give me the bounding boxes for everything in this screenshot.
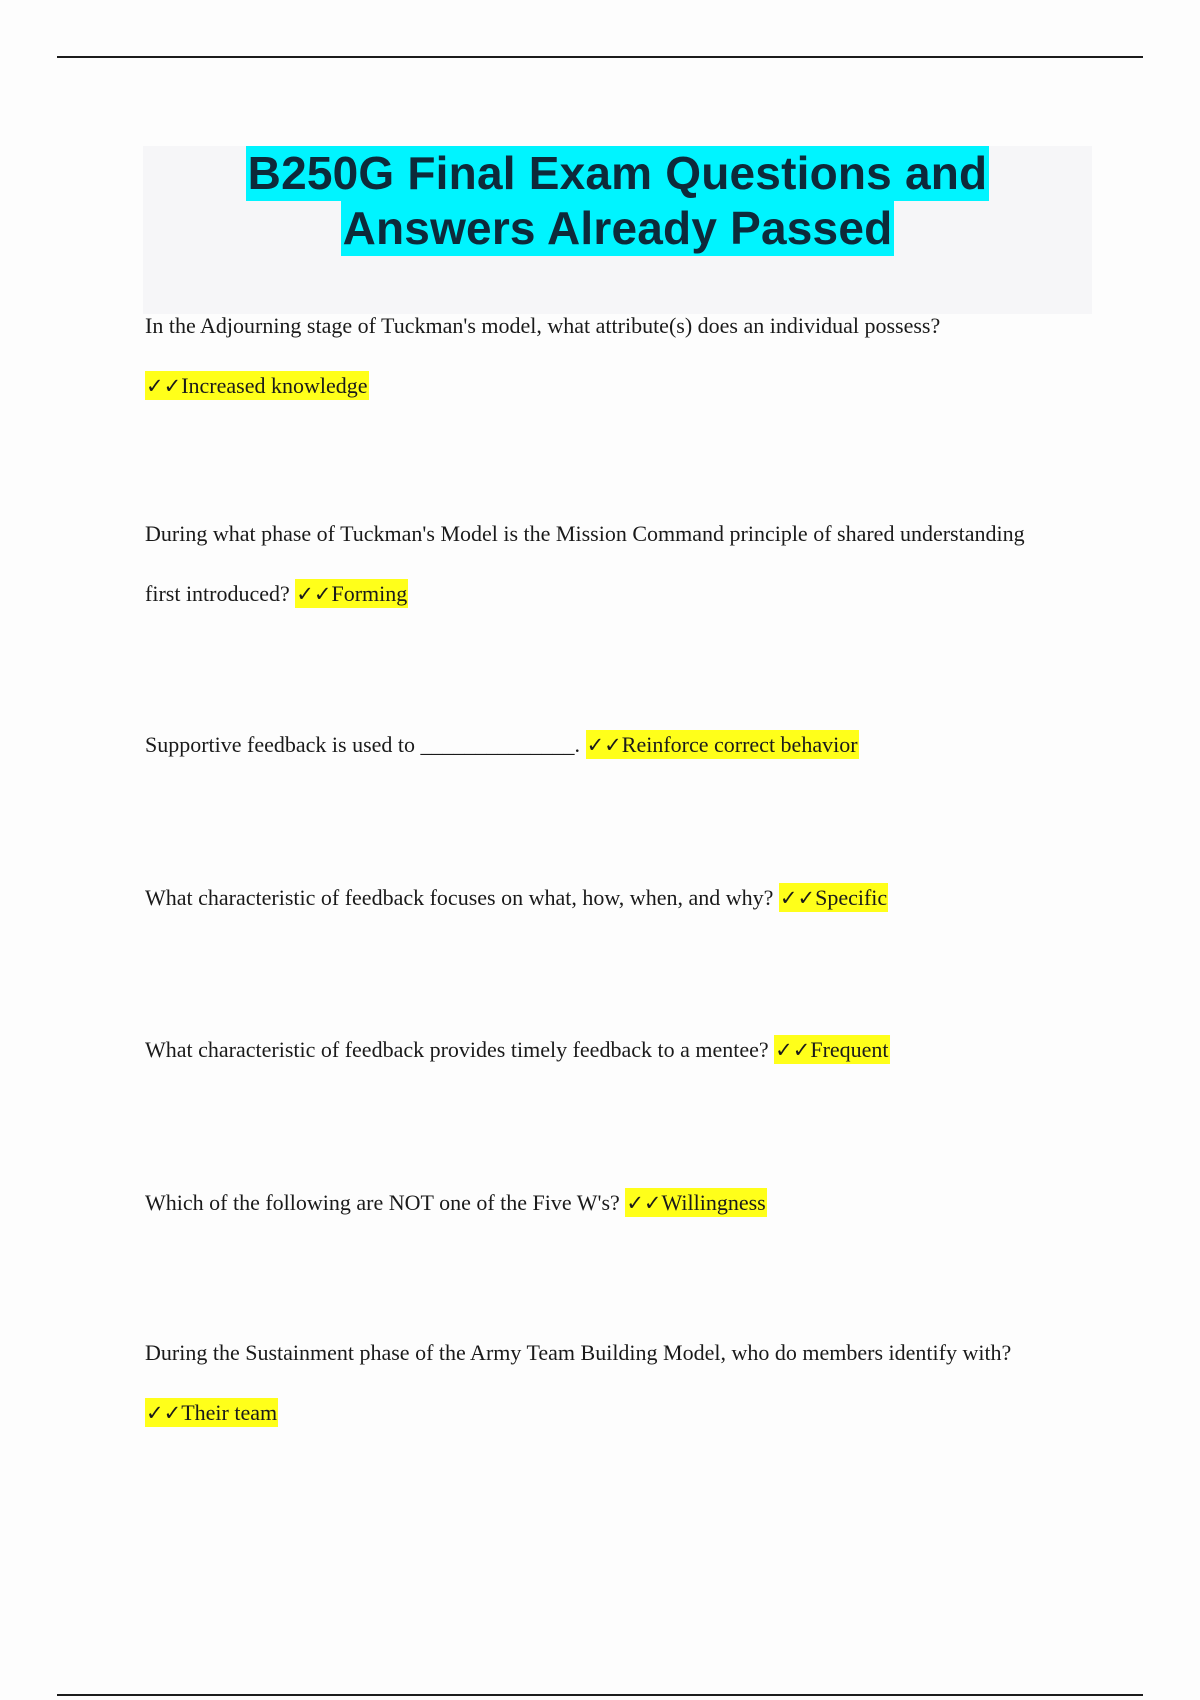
question-text: During the Sustainment phase of the Army Team Building Model, who do members identify with? <box>145 1340 1012 1365</box>
qa-item-4 <box>145 868 1065 928</box>
document-title-line-1: B250G Final Exam Questions and <box>247 147 988 199</box>
question-text: What characteristic of feedback focuses on what, how, when, and why? <box>145 885 774 910</box>
check-icon: ✓✓ <box>586 733 622 757</box>
check-icon: ✓✓ <box>296 582 332 606</box>
top-rule <box>57 56 1143 58</box>
answer-highlight <box>774 1035 889 1064</box>
question-text: Which of the following are NOT one of the Five W's? <box>145 1190 620 1215</box>
answer-highlight <box>295 579 408 608</box>
answer-highlight <box>779 883 888 912</box>
check-icon: ✓✓ <box>775 1038 811 1062</box>
title-block <box>143 146 1092 314</box>
answer-text: Forming <box>331 581 408 606</box>
check-icon: ✓✓ <box>626 1191 662 1215</box>
question-text: During what phase of Tuckman's Model is the Mission Command principle of shared understanding first introduced? <box>145 521 1025 606</box>
answer-highlight <box>145 1398 278 1427</box>
answer-highlight <box>625 1188 766 1217</box>
answer-text: Specific <box>815 885 888 910</box>
answer-text: Their team <box>181 1400 278 1425</box>
question-text: Supportive feedback is used to ______________. <box>145 732 581 757</box>
qa-item-5 <box>145 1020 1065 1080</box>
answer-text: Frequent <box>810 1037 889 1062</box>
check-icon: ✓✓ <box>779 886 816 910</box>
answer-text: Willingness <box>661 1190 766 1215</box>
question-text: In the Adjourning stage of Tuckman's model, what attribute(s) does an individual possess? <box>145 313 941 338</box>
qa-item-3 <box>145 715 1065 775</box>
answer-highlight <box>145 371 369 400</box>
qa-item-1 <box>145 296 1065 416</box>
document-title-line-2: Answers Already Passed <box>342 202 893 254</box>
check-icon: ✓✓ <box>146 374 182 398</box>
qa-item-2 <box>145 504 1065 624</box>
answer-text: Reinforce correct behavior <box>621 732 858 757</box>
question-text: What characteristic of feedback provides timely feedback to a mentee? <box>145 1037 769 1062</box>
bottom-rule <box>57 1694 1143 1696</box>
answer-highlight <box>586 730 859 759</box>
check-icon: ✓✓ <box>146 1401 182 1425</box>
answer-text: Increased knowledge <box>181 373 368 398</box>
qa-item-7 <box>145 1323 1065 1443</box>
qa-item-6 <box>145 1173 1065 1233</box>
